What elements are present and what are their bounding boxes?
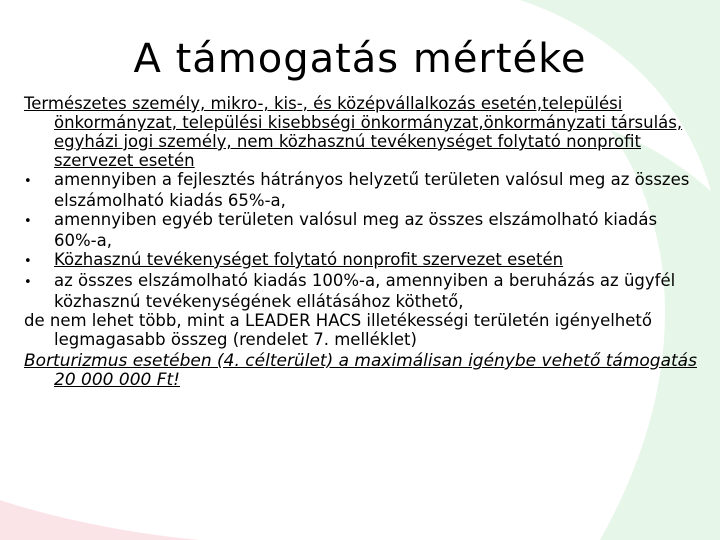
bullet-icon: • xyxy=(24,275,32,290)
bullet-item: • az összes elszámolható kiadás 100%-a, amennyiben a beruházás az ügyfél közhasznú tevékenységének ellátásához köthető, xyxy=(24,271,676,311)
continuation-text: de nem lehet több, mint a LEADER HACS illetékességi területén igényelhető legmagasabb összeg (rendelet 7. melléklet) xyxy=(24,311,652,349)
slide-title: A támogatás mértéke xyxy=(133,36,587,82)
bullet-item: • Közhasznú tevékenységet folytató nonprofit szervezet esetén xyxy=(24,250,564,269)
slide-body xyxy=(24,94,704,390)
bullet-icon: • xyxy=(24,174,32,189)
pink-shape-bottom xyxy=(0,500,200,540)
bullet-item: • amennyiben a fejlesztés hátrányos helyzetű területen valósul meg az összes elszámolható kiadás 65%-a, xyxy=(24,170,690,210)
final-note: Borturizmus esetében (4. célterület) a maximálisan igénybe vehető támogatás 20 000 000 Ft! xyxy=(24,351,697,390)
heading-text: Természetes személy, mikro-, kis-, és középvállalkozás esetén,települési önkormányzat, települési kisebbségi önkormányzat,önkormányzati társulás, egyházi jogi személy, nem közhasznú tevékenységet folytató nonprofit szervezet esetén xyxy=(24,94,683,170)
bullet-icon: • xyxy=(24,254,32,269)
bullet-icon: • xyxy=(24,214,32,229)
bullet-item: • amennyiben egyéb területen valósul meg az összes elszámolható kiadás 60%-a, xyxy=(24,210,658,250)
